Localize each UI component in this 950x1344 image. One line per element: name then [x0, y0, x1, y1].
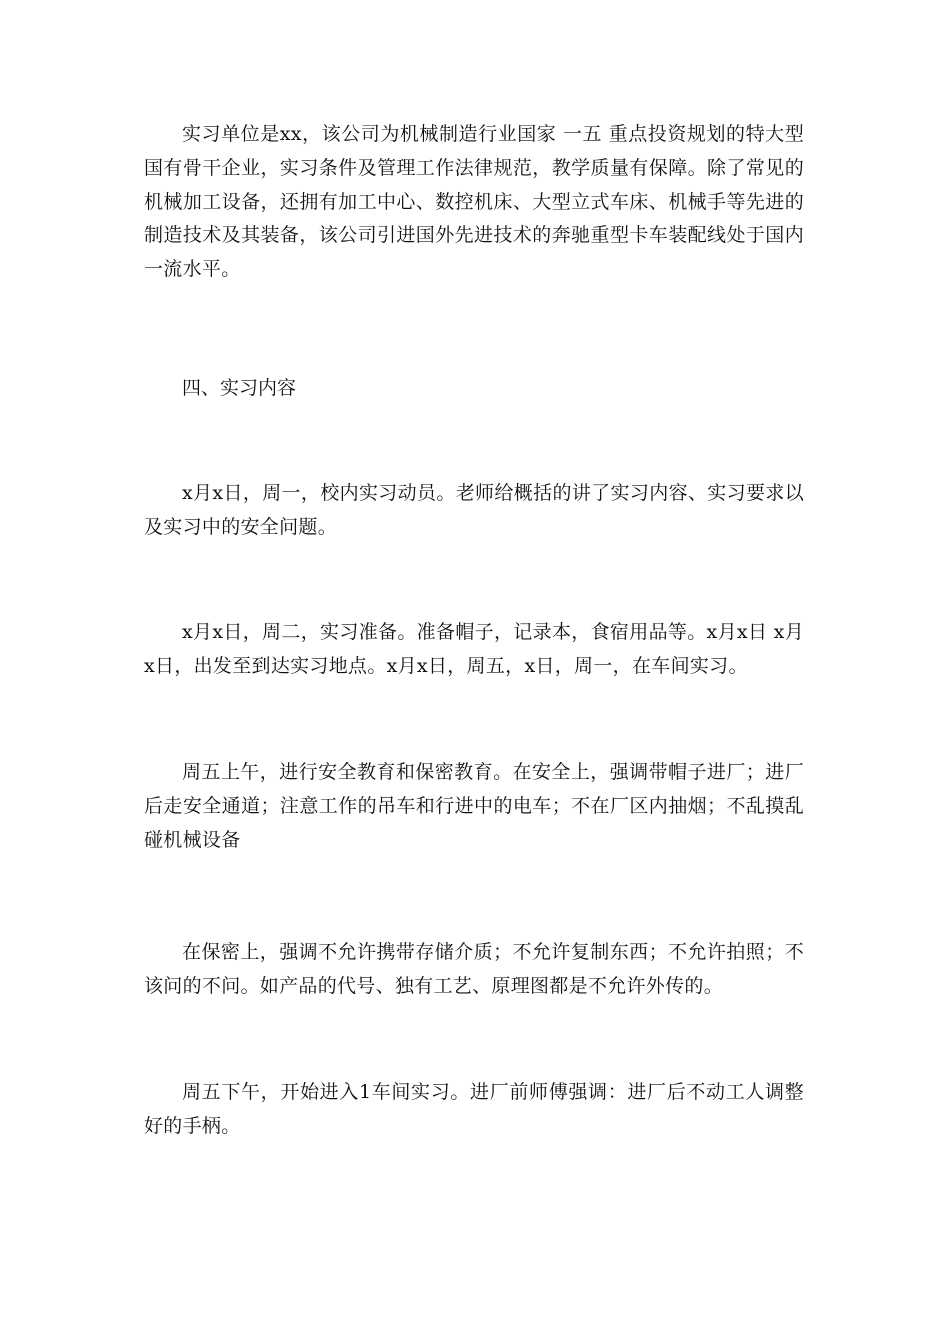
paragraph-friday-afternoon-workshop: 周五下午，开始进入1车间实习。进厂前师傅强调：进厂后不动工人调整好的手柄。: [144, 1081, 804, 1137]
paragraph-friday-morning-safety: 周五上午，进行安全教育和保密教育。在安全上，强调带帽子进厂；进厂后走安全通道；注意工作的吊车和行进中的电车；不在厂区内抽烟；不乱摸乱碰机械设备: [144, 761, 804, 851]
paragraph-monday-mobilization: x月x日，周一，校内实习动员。老师给概括的讲了实习内容、实习要求以及实习中的安全问题。: [144, 482, 804, 538]
paragraph-internship-unit: 实习单位是xx，该公司为机械制造行业国家 一五 重点投资规划的特大型国有骨干企业，实习条件及管理工作法律规范，教学质量有保障。除了常见的机械加工设备，还拥有加工中心、数控机床、大型立式车床、机械手等先进的制造技术及其装备，该公司引进国外先进技术的奔驰重型卡车装配线处于国内一流水平。: [144, 123, 804, 281]
paragraph-confidentiality: 在保密上，强调不允许携带存储介质；不允许复制东西；不允许拍照；不该问的不问。如产品的代号、独有工艺、原理图都是不允许外传的。: [144, 941, 804, 997]
paragraph-tuesday-preparation: x月x日，周二，实习准备。准备帽子，记录本，食宿用品等。x月x日 x月x日，出发至到达实习地点。x月x日，周五，x日，周一，在车间实习。: [144, 621, 804, 677]
section-heading-internship-content: 四、实习内容: [182, 377, 297, 399]
